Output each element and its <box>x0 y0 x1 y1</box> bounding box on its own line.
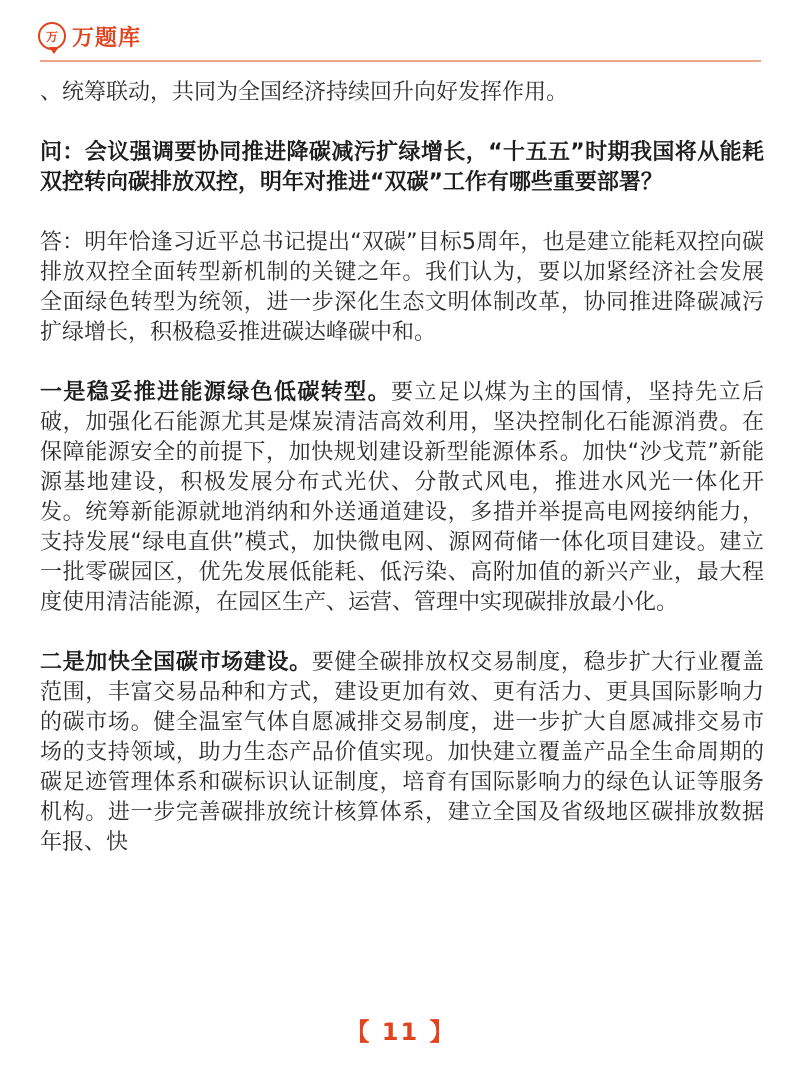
page-number: 【 11 】 <box>345 1018 456 1046</box>
logo-icon-text: 万 <box>45 29 58 44</box>
question-paragraph: 问：会议强调要协同推进降碳减污扩绿增长，“十五五”时期我国将从能耗双控转向碳排放双控，明年对推进“双碳”工作有哪些重要部署？ <box>40 140 764 195</box>
section-1-lead: 一是稳妥推进能源绿色低碳转型。 <box>40 380 391 405</box>
header-divider <box>40 60 761 62</box>
header <box>38 18 141 54</box>
section-2-lead: 二是加快全国碳市场建设。 <box>40 650 312 675</box>
section-1-body: 要立足以煤为主的国情，坚持先立后破，加强化石能源尤其是煤炭清洁高效利用，坚决控制化石能源消费。在保障能源安全的前提下，加快规划建设新型能源体系。加快“沙戈荒”新能源基地建设，积极发展分布式光伏、分散式风电，推进水风光一体化开发。统筹新能源就地消纳和外送通道建设，多措并举提高电网接纳能力，支持发展“绿电直供”模式，加快微电网、源网荷储一体化项目建设。建立一批零碳园区，优先发展低能耗、低污染、高附加值的新兴产业，最大程度使用清洁能源，在园区生产、运营、管理中实现碳排放最小化。 <box>40 380 764 615</box>
section-2-body: 要健全碳排放权交易制度，稳步扩大行业覆盖范围，丰富交易品种和方式，建设更加有效、更有活力、更具国际影响力的碳市场。健全温室气体自愿减排交易制度，进一步扩大自愿减排交易市场的支持领域，助力生态产品价值实现。加快建立覆盖产品全生命周期的碳足迹管理体系和碳标识认证制度，培育有国际影响力的绿色认证等服务机构。进一步完善碳排放统计核算体系，建立全国及省级地区碳排放数据年报、快 <box>40 650 764 855</box>
brand-name: 万题库 <box>72 25 142 51</box>
section-1-paragraph <box>40 378 764 618</box>
paragraph-continuation: 、统筹联动，共同为全国经济持续回升向好发挥作用。 <box>40 80 569 105</box>
section-2-paragraph <box>40 648 764 858</box>
answer-paragraph: 答：明年恰逢习近平总书记提出“双碳”目标5周年，也是建立能耗双控向碳排放双控全面转型新机制的关键之年。我们认为，要以加紧经济社会发展全面绿色转型为统领，进一步深化生态文明体制改革，协同推进降碳减污扩绿增长，积极稳妥推进碳达峰碳中和。 <box>40 230 764 345</box>
article-body <box>40 78 764 858</box>
logo-icon <box>38 22 66 50</box>
